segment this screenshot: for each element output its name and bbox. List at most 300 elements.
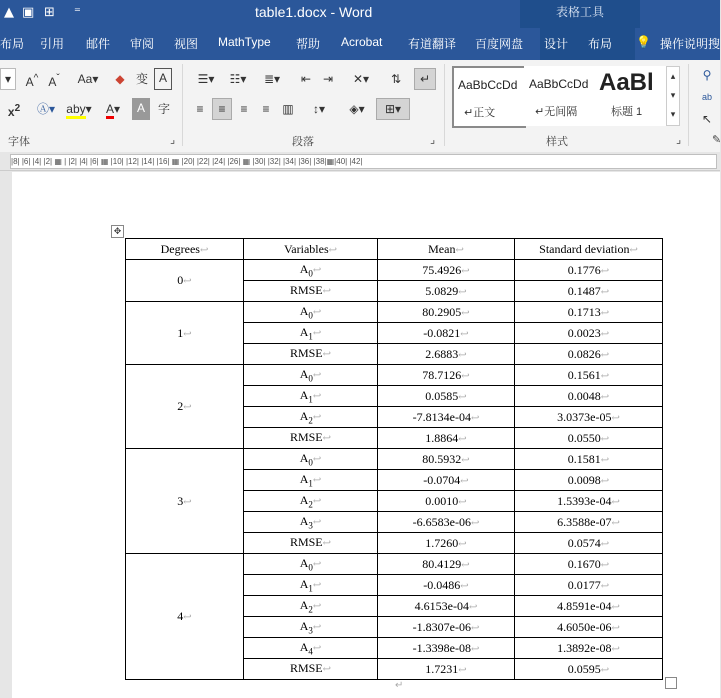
cell-end-mark-icon: ↩ — [312, 516, 322, 528]
font-dialog-launcher-icon[interactable]: ⌟ — [170, 134, 176, 146]
mean-cell[interactable] — [378, 575, 515, 596]
sd-value: 0.0023 — [567, 325, 601, 340]
variable-name: A — [299, 576, 309, 591]
sd-cell[interactable] — [515, 596, 663, 617]
mean-value: -1.8307e-06 — [412, 619, 471, 634]
variable-subscript: 1 — [308, 583, 313, 594]
mean-cell[interactable] — [378, 449, 515, 470]
variable-cell[interactable] — [244, 491, 378, 512]
variable-cell[interactable] — [244, 449, 378, 470]
font-color-button[interactable]: A▾ — [98, 98, 128, 120]
sd-value: 0.0098 — [567, 472, 601, 487]
cell-end-mark-icon: ↩ — [183, 328, 192, 340]
cell-end-mark-icon: ↩ — [458, 286, 467, 298]
sd-value: 1.3892e-08 — [557, 640, 612, 655]
cell-end-mark-icon: ↩ — [312, 390, 322, 402]
cell-end-mark-icon: ↩ — [322, 348, 332, 360]
paragraph-group-label: 段落 — [292, 136, 314, 148]
mean-value: 80.5932 — [422, 451, 462, 466]
variable-cell[interactable] — [244, 407, 378, 428]
mean-cell[interactable] — [378, 428, 515, 449]
header-text: Mean — [428, 241, 456, 256]
sd-cell[interactable] — [515, 617, 663, 638]
degree-cell[interactable] — [126, 365, 244, 449]
title-bar — [0, 0, 720, 28]
bullets-button[interactable]: ☰▾ — [197, 72, 215, 86]
sd-cell[interactable] — [515, 386, 663, 407]
show-marks-icon[interactable]: ↵ — [414, 68, 436, 90]
header-cell[interactable] — [126, 239, 244, 260]
variable-name: A — [299, 597, 309, 612]
decrease-indent-icon[interactable]: ⇤ — [300, 72, 312, 86]
cell-end-mark-icon: ↩ — [600, 433, 610, 445]
style-normal-sample: AaBbCcDd — [458, 78, 518, 92]
style-no-spacing-sample: AaBbCcDd — [529, 77, 589, 91]
sd-cell[interactable] — [515, 428, 663, 449]
variable-subscript: 0 — [308, 562, 313, 573]
variable-name: A — [299, 492, 309, 507]
cell-end-mark-icon: ↩ — [470, 412, 480, 424]
mean-cell[interactable] — [378, 365, 515, 386]
cell-end-mark-icon: ↩ — [611, 601, 620, 613]
cell-end-mark-icon: ↩ — [312, 600, 322, 612]
degree-cell[interactable] — [126, 554, 244, 680]
sd-cell[interactable] — [515, 638, 663, 659]
variable-cell[interactable] — [244, 281, 378, 302]
mean-value: 0.0010 — [425, 493, 459, 508]
mean-cell[interactable] — [378, 491, 515, 512]
cell-end-mark-icon: ↩ — [460, 580, 469, 592]
variable-cell[interactable] — [244, 638, 378, 659]
align-center-icon[interactable]: ≡ — [212, 98, 232, 120]
cell-end-mark-icon: ↩ — [629, 244, 638, 256]
variable-cell[interactable] — [244, 470, 378, 491]
cell-end-mark-icon: ↩ — [312, 369, 322, 381]
degree-value: 4 — [177, 609, 184, 623]
align-right-icon[interactable]: ≡ — [240, 102, 248, 116]
select-icon[interactable]: ↖ — [701, 112, 713, 126]
mean-cell[interactable] — [378, 554, 515, 575]
variable-name: A — [299, 387, 309, 402]
degree-value: 0 — [177, 273, 184, 287]
sd-value: 4.6050e-06 — [557, 619, 612, 634]
cell-end-mark-icon: ↩ — [600, 307, 610, 319]
mean-value: 1.7260 — [425, 535, 459, 550]
mean-value: -0.0704 — [423, 472, 461, 487]
variable-name: A — [299, 303, 309, 318]
tab-view[interactable]: 视图 — [174, 37, 199, 51]
pinyin-icon: 变 — [135, 72, 148, 86]
tab-mailings[interactable]: 邮件 — [86, 37, 111, 51]
multilevel-list-button[interactable]: ≣▾ — [263, 72, 281, 86]
variable-name: A — [299, 555, 309, 570]
sd-cell[interactable] — [515, 449, 663, 470]
mean-cell[interactable] — [378, 596, 515, 617]
shading-button[interactable]: ◈▾ — [349, 102, 365, 116]
bullet-list-icon: ☰ — [197, 72, 209, 86]
header-text: Variables — [283, 241, 329, 256]
tab-baidu-netdisk[interactable]: 百度网盘 — [475, 37, 524, 51]
chinese-layout-button[interactable]: ✕▾ — [352, 72, 370, 86]
mean-value: -6.6583e-06 — [412, 514, 471, 529]
text-effects-button[interactable]: Ⓐ▾ — [36, 102, 56, 116]
cell-end-mark-icon: ↩ — [461, 559, 470, 571]
sd-cell[interactable] — [515, 260, 663, 281]
sd-value: 1.5393e-04 — [557, 493, 612, 508]
cell-end-mark-icon: ↩ — [460, 328, 469, 340]
variable-cell[interactable] — [244, 533, 378, 554]
cell-end-mark-icon: ↩ — [322, 663, 332, 675]
char-shading-icon: A — [136, 101, 145, 115]
cell-end-mark-icon: ↩ — [468, 601, 478, 613]
style-heading-1-name: 标题 1 — [611, 106, 643, 118]
distributed-icon[interactable]: ▥ — [282, 102, 294, 116]
horizontal-ruler[interactable] — [0, 152, 720, 171]
mean-value: 4.6153e-04 — [414, 598, 469, 613]
sd-cell[interactable] — [515, 533, 663, 554]
mean-value: 0.0585 — [425, 388, 459, 403]
styles-group-label: 样式 — [546, 136, 568, 148]
cell-end-mark-icon: ↩ — [458, 349, 467, 361]
cell-end-mark-icon: ↩ — [600, 265, 610, 277]
lightbulb-icon[interactable]: 💡 — [636, 35, 651, 49]
borders-button[interactable]: ⊞▾ — [376, 98, 410, 120]
sd-cell[interactable] — [515, 491, 663, 512]
cell-end-mark-icon: ↩ — [458, 664, 467, 676]
variable-name: A — [299, 261, 309, 276]
layout-icon[interactable]: ⊞ — [44, 5, 55, 20]
borders-icon: ⊞ — [384, 102, 396, 116]
mean-cell[interactable] — [378, 659, 515, 680]
tab-layout[interactable]: 布局 — [0, 37, 25, 51]
variable-cell[interactable] — [244, 659, 378, 680]
sd-value: 0.1487 — [567, 283, 601, 298]
font-group-label: 字体 — [8, 136, 30, 148]
mean-cell[interactable] — [378, 260, 515, 281]
cell-end-mark-icon: ↩ — [183, 612, 192, 623]
variable-subscript: 1 — [308, 394, 313, 405]
mean-value: 1.7231 — [425, 661, 459, 676]
mean-cell[interactable] — [378, 470, 515, 491]
style-heading-1[interactable] — [594, 66, 666, 126]
mean-value: -0.0821 — [423, 325, 461, 340]
variable-name: A — [299, 450, 309, 465]
cell-end-mark-icon: ↩ — [600, 559, 610, 571]
enclose-char-button[interactable] — [154, 98, 174, 120]
cell-end-mark-icon: ↩ — [600, 391, 610, 403]
variable-subscript: 2 — [308, 604, 313, 615]
variable-subscript: 0 — [308, 268, 313, 279]
pinyin-button[interactable] — [132, 68, 152, 90]
variable-name: RMSE — [289, 534, 323, 549]
table-row — [126, 302, 663, 323]
variable-subscript: 3 — [308, 625, 313, 636]
grow-font-icon: A — [25, 75, 34, 89]
style-normal[interactable]: AaBbCcDd ↵正文 — [452, 66, 526, 128]
shrink-font-button[interactable]: $A^ˇ$ — [48, 73, 60, 89]
numbered-list-icon: ☷ — [229, 72, 241, 86]
variable-subscript: 2 — [308, 415, 313, 426]
sd-cell[interactable] — [515, 659, 663, 680]
cell-end-mark-icon: ↩ — [600, 580, 610, 592]
variable-cell[interactable] — [244, 617, 378, 638]
variable-cell[interactable] — [244, 260, 378, 281]
highlight-button[interactable]: aby▾ — [62, 98, 96, 120]
sd-cell[interactable] — [515, 407, 663, 428]
tab-design[interactable]: 设计 — [544, 37, 569, 51]
variable-name: A — [299, 366, 309, 381]
header-cell[interactable] — [515, 239, 663, 260]
mean-value: 75.4926 — [422, 262, 462, 277]
cell-end-mark-icon: ↩ — [461, 307, 470, 319]
mean-cell[interactable] — [378, 617, 515, 638]
variable-subscript: 0 — [308, 373, 313, 384]
table-row — [126, 365, 663, 386]
sd-cell[interactable] — [515, 344, 663, 365]
cell-end-mark-icon: ↩ — [312, 474, 322, 486]
table-row — [126, 260, 663, 281]
sd-value: 0.1561 — [567, 367, 601, 382]
mean-cell[interactable] — [378, 281, 515, 302]
cell-end-mark-icon: ↩ — [199, 244, 209, 256]
cell-end-mark-icon: ↩ — [458, 433, 467, 445]
sd-value: 0.0048 — [567, 388, 601, 403]
variable-name: RMSE — [289, 660, 323, 675]
tell-me-search[interactable]: 操作说明搜 — [660, 37, 721, 51]
paragraph-dialog-launcher-icon[interactable]: ⌟ — [430, 134, 436, 146]
paint-bucket-icon: ◈ — [349, 102, 359, 116]
variable-cell[interactable] — [244, 323, 378, 344]
data-table[interactable] — [125, 238, 663, 680]
degree-cell[interactable] — [126, 449, 244, 554]
cell-end-mark-icon: ↩ — [611, 622, 620, 634]
mean-cell[interactable] — [378, 386, 515, 407]
mean-value: -1.3398e-08 — [412, 640, 471, 655]
variable-cell[interactable] — [244, 575, 378, 596]
tab-references[interactable]: 引用 — [40, 37, 65, 51]
variable-name: A — [299, 639, 309, 654]
char-shading-button[interactable] — [132, 98, 150, 120]
style-no-spacing[interactable]: AaBbCcDd ↵无间隔 — [524, 66, 594, 126]
sd-cell[interactable] — [515, 470, 663, 491]
variable-name: A — [299, 408, 309, 423]
sd-value: 4.8591e-04 — [557, 598, 612, 613]
line-spacing-icon: ↕ — [312, 102, 319, 116]
char-border-button[interactable] — [154, 68, 172, 90]
font-color-icon: A — [106, 102, 114, 119]
variable-name: A — [299, 618, 309, 633]
variable-cell[interactable] — [244, 302, 378, 323]
cell-end-mark-icon: ↩ — [183, 276, 192, 287]
word-logo-icon[interactable]: ▲ — [4, 5, 14, 20]
font-size-dropdown[interactable]: ▾ — [0, 68, 16, 90]
variable-name: RMSE — [289, 345, 323, 360]
variable-cell[interactable] — [244, 344, 378, 365]
sd-value: 0.0177 — [567, 577, 601, 592]
sd-value: 0.0826 — [567, 346, 601, 361]
variable-subscript: 1 — [308, 478, 313, 489]
cell-end-mark-icon: ↩ — [458, 538, 467, 550]
customize-icon[interactable]: ⁼ — [74, 5, 81, 20]
tab-acrobat[interactable]: Acrobat — [341, 35, 383, 49]
cell-end-mark-icon: ↩ — [312, 453, 322, 465]
style-no-spacing-name: 无间隔 — [544, 106, 578, 118]
sd-value: 0.0595 — [567, 661, 601, 676]
sd-value: 0.0574 — [567, 535, 601, 550]
mean-value: 1.8864 — [425, 430, 459, 445]
ribbon: ▾ A^ $A^ˇ$ Aa▾ ◆ 变 A $x^2$ Ⓐ▾ aby▾ A▾ A 字 字体 ⌟ ☰▾ ☷▾ ≣▾ ⇤ ⇥ ✕▾ ⇅ ↵ ≡ ≡ ≡ ≡ ▥ ↕▾ ◈▾ ⊞▾ 段落 ⌟ AaBbCcDd ↵正文 AaBbCcDd ↵无间隔 AaBl 标题 1 ▴ ▾ ▾ 样式 ⌟ ⚲ ab ↖ ✎ — [0, 60, 720, 153]
cell-end-mark-icon: ↩ — [312, 621, 322, 633]
tab-review[interactable]: 审阅 — [130, 37, 155, 51]
paragraph-mark-icon: ↵ — [395, 680, 404, 691]
variable-cell[interactable] — [244, 365, 378, 386]
sd-value: 0.1713 — [567, 304, 601, 319]
tab-help[interactable]: 帮助 — [296, 37, 321, 51]
mean-cell[interactable] — [378, 512, 515, 533]
header-cell[interactable] — [378, 239, 515, 260]
cell-end-mark-icon: ↩ — [600, 538, 610, 550]
header-cell[interactable] — [244, 239, 378, 260]
cell-end-mark-icon: ↩ — [312, 642, 322, 654]
variable-cell[interactable] — [244, 386, 378, 407]
variable-name: A — [299, 471, 309, 486]
cell-end-mark-icon: ↩ — [600, 454, 610, 466]
mean-value: -0.0486 — [423, 577, 461, 592]
header-text: Standard deviation — [539, 241, 630, 256]
degree-value: 3 — [177, 493, 184, 508]
change-case-button[interactable]: Aa▾ — [77, 72, 99, 86]
save-icon[interactable]: ▣ — [22, 5, 35, 20]
sd-cell[interactable] — [515, 323, 663, 344]
superscript-button[interactable]: $x^2$ — [7, 103, 21, 119]
cell-end-mark-icon: ↩ — [600, 328, 610, 340]
cell-end-mark-icon: ↩ — [611, 517, 620, 529]
line-spacing-button[interactable]: ↕▾ — [312, 102, 326, 116]
cell-end-mark-icon: ↩ — [183, 496, 192, 508]
numbering-button[interactable]: ☷▾ — [229, 72, 247, 86]
degree-value: 2 — [177, 399, 184, 413]
variable-name: A — [299, 324, 309, 339]
cell-end-mark-icon: ↩ — [461, 454, 470, 466]
cell-end-mark-icon: ↩ — [470, 622, 480, 634]
variable-cell[interactable] — [244, 554, 378, 575]
mean-value: 80.4129 — [422, 556, 462, 571]
sd-cell[interactable] — [515, 302, 663, 323]
cell-end-mark-icon: ↩ — [312, 306, 322, 318]
table-move-handle-icon[interactable]: ✥ — [111, 225, 124, 238]
style-heading-1-sample: AaBl — [599, 69, 654, 96]
char-border-icon: A — [158, 71, 167, 85]
cell-end-mark-icon: ↩ — [328, 244, 338, 256]
table-tools-label: 表格工具 — [520, 0, 640, 28]
variable-subscript: 0 — [308, 310, 313, 321]
shrink-font-icon: A — [48, 75, 57, 89]
variable-name: RMSE — [289, 429, 323, 444]
mean-value: 2.6883 — [425, 346, 459, 361]
chinese-layout-icon: ✕ — [352, 72, 364, 86]
clear-format-icon[interactable]: ◆ — [115, 72, 125, 86]
mean-cell[interactable] — [378, 533, 515, 554]
sort-icon[interactable]: ⇅ — [390, 72, 402, 86]
sd-value: 3.0373e-05 — [557, 409, 612, 424]
cell-end-mark-icon: ↩ — [312, 264, 322, 276]
cell-end-mark-icon: ↩ — [458, 391, 467, 403]
sd-value: 0.0550 — [567, 430, 601, 445]
find-icon[interactable]: ⚲ — [702, 68, 712, 82]
highlight-icon: aby — [66, 102, 85, 119]
variable-cell[interactable] — [244, 596, 378, 617]
mean-value: -7.8134e-04 — [412, 409, 471, 424]
cell-end-mark-icon: ↩ — [322, 432, 332, 444]
tab-mathtype[interactable]: MathType — [218, 35, 271, 49]
sd-cell[interactable] — [515, 575, 663, 596]
sd-cell[interactable] — [515, 365, 663, 386]
cell-end-mark-icon: ↩ — [458, 496, 467, 508]
cell-end-mark-icon: ↩ — [183, 402, 192, 413]
mean-cell[interactable] — [378, 638, 515, 659]
styles-scroll[interactable]: ▴ ▾ ▾ — [666, 66, 680, 126]
cell-end-mark-icon: ↩ — [600, 349, 610, 361]
degree-value: 1 — [177, 325, 184, 340]
variable-subscript: 2 — [308, 499, 313, 510]
mean-cell[interactable] — [378, 344, 515, 365]
justify-icon[interactable]: ≡ — [262, 102, 270, 116]
table-resize-handle-icon[interactable] — [665, 677, 677, 689]
mean-cell[interactable] — [378, 302, 515, 323]
sd-cell[interactable] — [515, 281, 663, 302]
grow-font-button[interactable]: A^ — [25, 73, 39, 89]
mean-value: 80.2905 — [422, 304, 462, 319]
cell-end-mark-icon: ↩ — [600, 286, 610, 298]
sd-cell[interactable] — [515, 554, 663, 575]
mean-cell[interactable] — [378, 407, 515, 428]
tab-table-layout[interactable]: 布局 — [588, 37, 613, 51]
cell-end-mark-icon: ↩ — [312, 495, 322, 507]
multilevel-list-icon: ≣ — [263, 72, 275, 86]
cell-end-mark-icon: ↩ — [611, 643, 620, 655]
variable-cell[interactable] — [244, 428, 378, 449]
cell-end-mark-icon: ↩ — [322, 537, 332, 549]
cell-end-mark-icon: ↩ — [470, 517, 480, 529]
mean-cell[interactable] — [378, 323, 515, 344]
sd-value: 0.1776 — [567, 262, 601, 277]
document-title: table1.docx - Word — [255, 4, 373, 20]
cell-end-mark-icon: ↩ — [322, 285, 332, 297]
table-row — [126, 449, 663, 470]
cell-end-mark-icon: ↩ — [461, 265, 470, 277]
cell-end-mark-icon: ↩ — [470, 643, 480, 655]
style-normal-name: 正文 — [473, 107, 496, 119]
degree-cell[interactable] — [126, 302, 244, 365]
variable-cell[interactable] — [244, 512, 378, 533]
replace-icon[interactable]: ab — [701, 92, 712, 102]
sd-cell[interactable] — [515, 512, 663, 533]
cell-end-mark-icon: ↩ — [600, 370, 610, 382]
header-text: Degrees — [160, 241, 200, 256]
enclose-char-icon: 字 — [157, 102, 170, 116]
align-left-icon[interactable]: ≡ — [196, 102, 204, 116]
sd-value: 0.1581 — [567, 451, 601, 466]
degree-cell[interactable] — [126, 260, 244, 302]
styles-dialog-launcher-icon[interactable]: ⌟ — [676, 134, 682, 146]
cell-end-mark-icon: ↩ — [611, 412, 620, 424]
sd-value: 6.3588e-07 — [557, 514, 612, 529]
ruler-track: |8| |6| |4| |2| ▦ | |2| |4| |6| ▦ |10| |12| |14| |16| ▦ |20| |22| |24| |26| ▦ |30| |32| |34| |36| |38|▦|40| |42| — [10, 154, 717, 169]
increase-indent-icon[interactable]: ⇥ — [322, 72, 334, 86]
variable-subscript: 1 — [308, 331, 313, 342]
superscript-icon: x — [7, 105, 15, 119]
tab-youdao[interactable]: 有道翻译 — [408, 37, 457, 51]
